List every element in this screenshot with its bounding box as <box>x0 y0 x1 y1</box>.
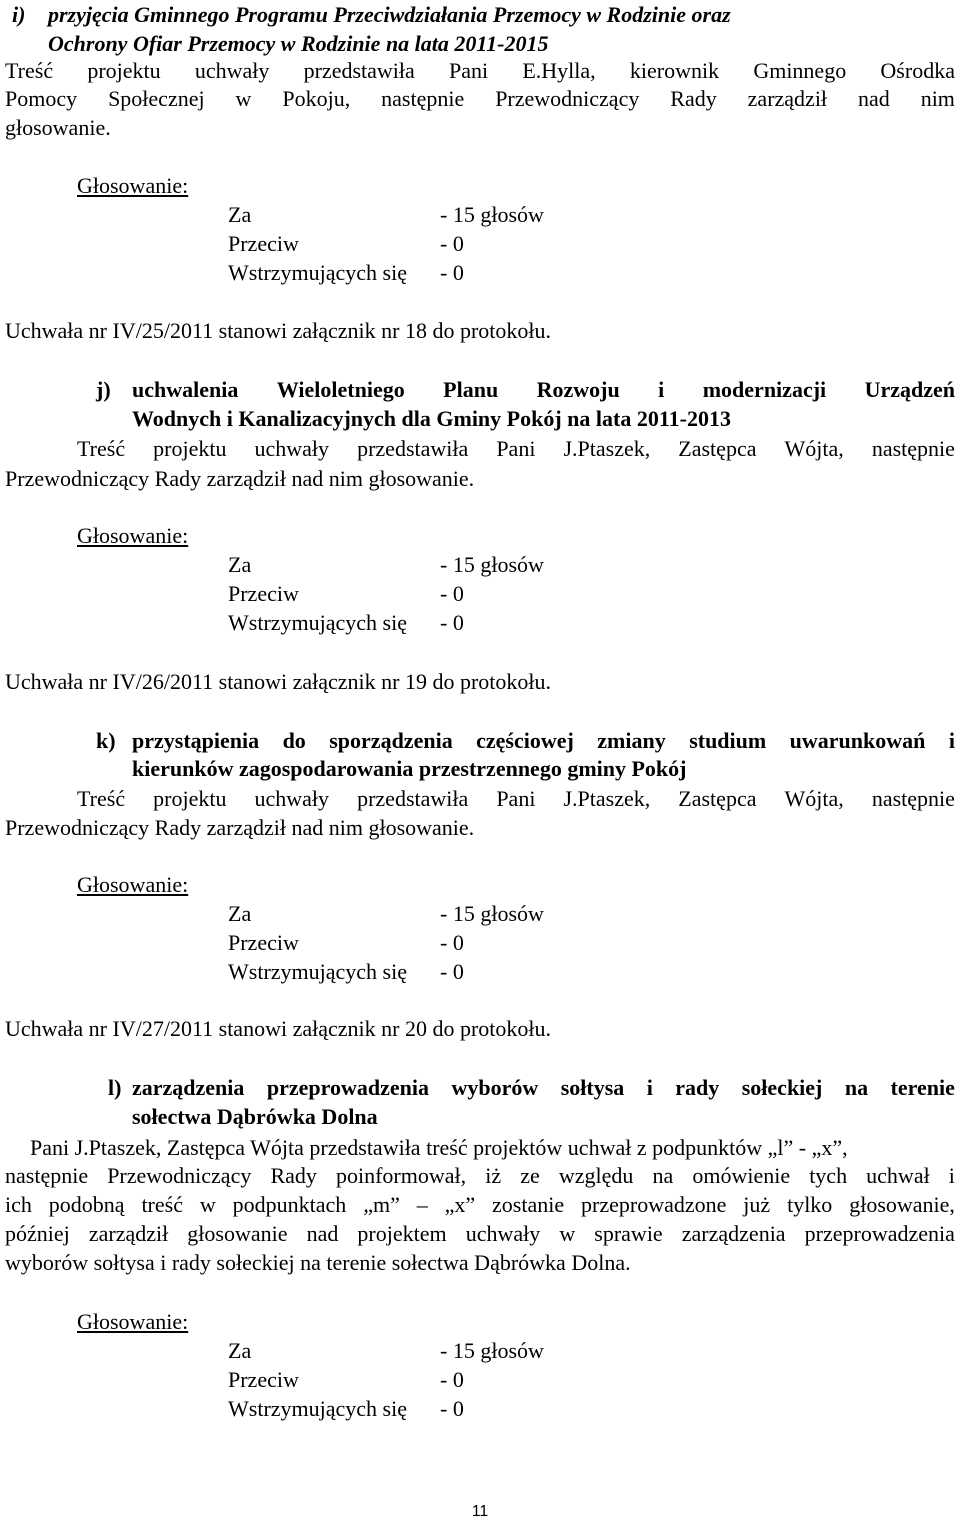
word: przeprowadzenia <box>266 1075 429 1100</box>
section-i-paragraph-line-2 <box>5 84 955 113</box>
section-l-marker: l) <box>108 1075 122 1100</box>
resolution-2: Uchwała nr IV/26/2011 stanowi załącznik nr 19 do protokołu. <box>5 669 551 694</box>
section-j-marker: j) <box>96 377 111 402</box>
vote-1-przeciw-label: Przeciw <box>228 231 299 256</box>
section-k-heading-line-2: kierunków zagospodarowania przestrzennego gminy Pokój <box>132 756 687 781</box>
word: Zastępca <box>678 786 757 811</box>
word: następnie <box>871 786 955 811</box>
word: do <box>282 728 306 753</box>
word: E.Hylla, <box>522 58 596 83</box>
section-i-marker: i) <box>12 2 26 27</box>
section-i-heading-line-2: Ochrony Ofiar Przemocy w Rodzinie na lata 2011-2015 <box>48 31 549 56</box>
section-l-heading-line-1 <box>132 1073 955 1102</box>
word: Wójta, <box>784 786 844 811</box>
vote-1-przeciw-value: - 0 <box>440 231 464 256</box>
word: Treść <box>77 436 126 461</box>
resolution-3: Uchwała nr IV/27/2011 stanowi załącznik nr 20 do protokołu. <box>5 1016 551 1041</box>
word: modernizacji <box>702 377 827 402</box>
word: Społecznej <box>108 86 205 111</box>
vote-1-za-label: Za <box>228 202 252 227</box>
word: sporządzenia <box>329 728 453 753</box>
word: i <box>646 1075 653 1100</box>
vote-3-przeciw-value: - 0 <box>440 930 464 955</box>
word: zostanie <box>492 1192 565 1217</box>
vote-1-za-value: - 15 głosów <box>440 202 544 227</box>
resolution-1: Uchwała nr IV/25/2011 stanowi załącznik nr 18 do protokołu. <box>5 318 551 343</box>
word: tych <box>809 1163 848 1188</box>
section-j-paragraph-line-1 <box>77 434 955 463</box>
section-j-heading-line-1 <box>132 375 955 404</box>
word: Planu <box>443 377 499 402</box>
word: – <box>416 1192 428 1217</box>
section-l-paragraph-line-5: wyborów sołtysa i rady sołeckiej na terenie sołectwa Dąbrówka Dolna. <box>5 1250 631 1275</box>
vote-3-za-value: - 15 głosów <box>440 901 544 926</box>
vote-2-label: Głosowanie: <box>77 523 189 548</box>
word: zarządził <box>747 86 828 111</box>
word: Rozwoju <box>536 377 620 402</box>
vote-4-przeciw-value: - 0 <box>440 1367 464 1392</box>
word: podobną <box>48 1192 125 1217</box>
word: przedstawiła <box>357 786 469 811</box>
section-i-paragraph-line-3: głosowanie. <box>5 115 111 140</box>
section-l-paragraph-line-4 <box>5 1219 955 1248</box>
word: i <box>658 377 665 402</box>
word: Przewodniczący <box>495 86 640 111</box>
word: następnie <box>871 436 955 461</box>
word: nim <box>920 86 955 111</box>
word: później <box>5 1221 70 1246</box>
word: w <box>235 86 252 111</box>
word: omówienie <box>692 1163 791 1188</box>
word: kierownik <box>629 58 720 83</box>
word: następnie <box>381 86 465 111</box>
word: względu <box>558 1163 634 1188</box>
word: Treść <box>5 58 54 83</box>
word: rady <box>675 1075 720 1100</box>
word: Przewodniczący <box>107 1163 252 1188</box>
vote-2-przeciw-value: - 0 <box>440 581 464 606</box>
word: w <box>199 1192 216 1217</box>
word: uchwał <box>866 1163 930 1188</box>
word: J.Ptaszek, <box>563 786 651 811</box>
word: sołeckiej <box>741 1075 823 1100</box>
section-i-heading-line-1: przyjęcia Gminnego Programu Przeciwdziałania Przemocy w Rodzinie oraz <box>48 2 731 27</box>
word: nad <box>857 86 890 111</box>
vote-4-przeciw-label: Przeciw <box>228 1367 299 1392</box>
word: uwarunkowań <box>789 728 926 753</box>
word: przedstawiła <box>303 58 415 83</box>
word: „x” <box>444 1192 476 1217</box>
word: nad <box>306 1221 339 1246</box>
vote-3-label: Głosowanie: <box>77 872 189 897</box>
word: iż <box>485 1163 502 1188</box>
word: Gminnego <box>753 58 847 83</box>
vote-4-abstain-value: - 0 <box>440 1396 464 1421</box>
word: uchwały <box>194 58 270 83</box>
vote-2-abstain-label: Wstrzymujących się <box>228 610 407 635</box>
word: poinformował, <box>335 1163 467 1188</box>
word: sprawie <box>594 1221 663 1246</box>
word: i <box>948 728 955 753</box>
word: uchwały <box>254 786 330 811</box>
word: przeprowadzone <box>581 1192 727 1217</box>
section-k-paragraph-line-1 <box>77 784 955 813</box>
vote-4-abstain-label: Wstrzymujących się <box>228 1396 407 1421</box>
word: tylko <box>787 1192 833 1217</box>
vote-2-za-label: Za <box>228 552 252 577</box>
word: na <box>652 1163 674 1188</box>
word: J.Ptaszek, <box>563 436 651 461</box>
section-l-paragraph-line-2 <box>5 1161 955 1190</box>
word: wyborów <box>451 1075 539 1100</box>
section-j-paragraph-line-2: Przewodniczący Rady zarządził nad nim głosowanie. <box>5 466 475 491</box>
section-j-heading-line-2: Wodnych i Kanalizacyjnych dla Gminy Pokój na lata 2011-2013 <box>132 406 731 431</box>
word: uchwały <box>465 1221 541 1246</box>
vote-3-za-label: Za <box>228 901 252 926</box>
vote-2-abstain-value: - 0 <box>440 610 464 635</box>
section-k-paragraph-line-2: Przewodniczący Rady zarządził nad nim głosowanie. <box>5 815 475 840</box>
word: Wójta, <box>784 436 844 461</box>
word: i <box>948 1163 955 1188</box>
word: uchwalenia <box>132 377 239 402</box>
section-k-marker: k) <box>96 728 116 753</box>
section-i-paragraph-line-1 <box>5 56 955 85</box>
word: Zastępca <box>678 436 757 461</box>
word: projektu <box>153 786 227 811</box>
word: Urządzeń <box>864 377 955 402</box>
section-k-heading-line-1 <box>132 726 955 755</box>
word: treść <box>141 1192 183 1217</box>
word: na <box>844 1075 869 1100</box>
word: Wieloletniego <box>276 377 405 402</box>
word: zarządził <box>88 1221 169 1246</box>
word: głosowanie <box>187 1221 288 1246</box>
vote-1-abstain-value: - 0 <box>440 260 464 285</box>
page-number: 11 <box>471 1503 489 1520</box>
vote-4-za-label: Za <box>228 1338 252 1363</box>
word: zarządzenia <box>681 1221 786 1246</box>
word: Ośrodka <box>880 58 955 83</box>
word: już <box>743 1192 771 1217</box>
word: następnie <box>5 1163 89 1188</box>
vote-1-abstain-label: Wstrzymujących się <box>228 260 407 285</box>
word: przedstawiła <box>357 436 469 461</box>
word: Pokoju, <box>282 86 351 111</box>
word: Pani <box>496 786 536 811</box>
word: uchwały <box>254 436 330 461</box>
vote-3-abstain-label: Wstrzymujących się <box>228 959 407 984</box>
vote-2-przeciw-label: Przeciw <box>228 581 299 606</box>
word: zmiany <box>597 728 666 753</box>
word: Rady <box>270 1163 317 1188</box>
word: w <box>559 1221 576 1246</box>
word: projektu <box>87 58 161 83</box>
word: studium <box>689 728 767 753</box>
word: przystąpienia <box>132 728 260 753</box>
vote-4-label: Głosowanie: <box>77 1309 189 1334</box>
word: projektu <box>153 436 227 461</box>
word: głosowanie, <box>849 1192 955 1217</box>
word: „m” <box>363 1192 400 1217</box>
vote-2-za-value: - 15 głosów <box>440 552 544 577</box>
word: terenie <box>890 1075 955 1100</box>
word: Rady <box>670 86 717 111</box>
vote-3-abstain-value: - 0 <box>440 959 464 984</box>
word: Pani <box>496 436 536 461</box>
section-l-paragraph-line-1: Pani J.Ptaszek, Zastępca Wójta przedstawiła treść projektów uchwał z podpunktów „l” - „x”, <box>30 1135 848 1160</box>
word: ich <box>5 1192 32 1217</box>
word: częściowej <box>476 728 574 753</box>
vote-1-label: Głosowanie: <box>77 173 189 198</box>
vote-3-przeciw-label: Przeciw <box>228 930 299 955</box>
word: projektem <box>357 1221 447 1246</box>
word: podpunktach <box>232 1192 347 1217</box>
word: sołtysa <box>560 1075 625 1100</box>
section-l-heading-line-2: sołectwa Dąbrówka Dolna <box>132 1104 378 1129</box>
section-l-paragraph-line-3 <box>5 1190 955 1219</box>
word: Pomocy <box>5 86 78 111</box>
vote-4-za-value: - 15 głosów <box>440 1338 544 1363</box>
word: zarządzenia <box>132 1075 245 1100</box>
word: Pani <box>449 58 489 83</box>
word: przeprowadzenia <box>804 1221 955 1246</box>
word: ze <box>520 1163 540 1188</box>
word: Treść <box>77 786 126 811</box>
